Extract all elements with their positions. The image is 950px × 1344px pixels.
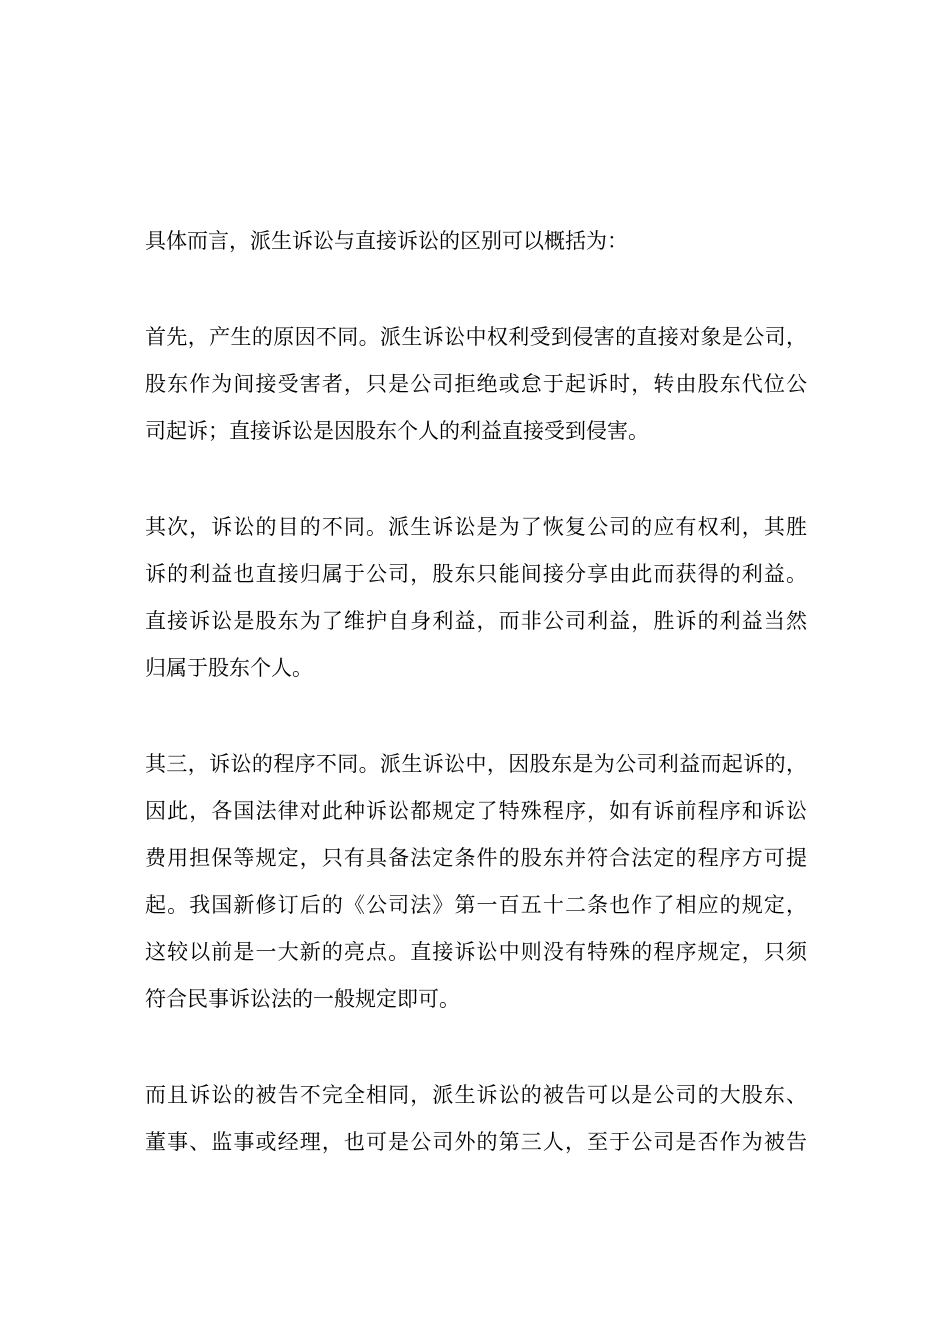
paragraph-procedure [145,741,807,1023]
paragraph-purpose [145,504,807,692]
text-line: 费用担保等规定，只有具备法定条件的股东并符合法定的程序方可提 [145,846,807,870]
text-line: 诉的利益也直接归属于公司，股东只能间接分享由此而获得的利益。 [145,562,807,586]
text-line: 直接诉讼是股东为了维护自身利益，而非公司利益，胜诉的利益当然 [145,609,807,633]
paragraph-intro [145,218,807,265]
document-body [145,218,807,1215]
text-line: 股东作为间接受害者，只是公司拒绝或怠于起诉时，转由股东代位公 [145,372,807,396]
text-line: 董事、监事或经理，也可是公司外的第三人，至于公司是否作为被告 [145,1130,807,1154]
text-line: 首先，产生的原因不同。派生诉讼中权利受到侵害的直接对象是公司， [145,325,807,349]
text-line: 这较以前是一大新的亮点。直接诉讼中则没有特殊的程序规定，只须 [145,940,807,964]
text-line: 其次，诉讼的目的不同。派生诉讼是为了恢复公司的应有权利，其胜 [145,515,807,539]
text-line: 司起诉；直接诉讼是因股东个人的利益直接受到侵害。 [145,419,649,443]
text-line: 归属于股东个人。 [145,656,313,680]
paragraph-defendant [145,1072,807,1166]
text-line: 其三，诉讼的程序不同。派生诉讼中，因股东是为公司利益而起诉的， [145,752,807,776]
text-line: 符合民事诉讼法的一般规定即可。 [145,987,460,1011]
text-line: 起。我国新修订后的《公司法》第一百五十二条也作了相应的规定， [145,893,807,917]
text-line: 而且诉讼的被告不完全相同，派生诉讼的被告可以是公司的大股东、 [145,1083,807,1107]
text-line: 具体而言，派生诉讼与直接诉讼的区别可以概括为： [145,229,628,253]
text-line: 因此，各国法律对此种诉讼都规定了特殊程序，如有诉前程序和诉讼 [145,799,807,823]
paragraph-cause [145,314,807,455]
